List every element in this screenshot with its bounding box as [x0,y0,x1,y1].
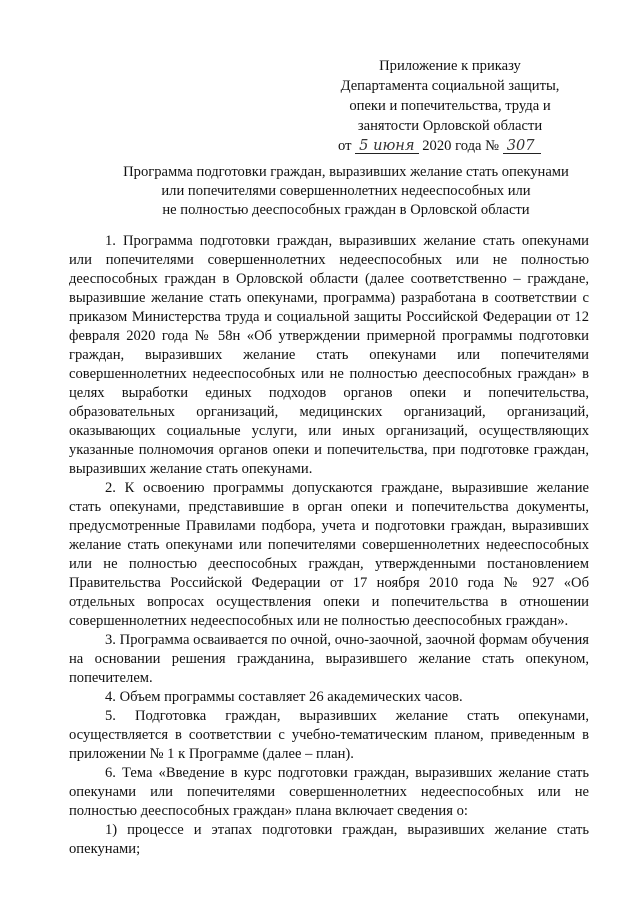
annex-line-3: опеки и попечительства, труда и [349,98,551,114]
title-line-2: или попечителями совершеннолетних недееспособных или [161,183,531,199]
paragraph-3: 3. Программа осваивается по очной, очно-заочной, заочной формам обучения на основании решения гражданина, выразившего желание стать опекуном, попечителем. [69,632,589,686]
document-body [69,232,589,859]
date-year: 2020 года № [422,138,500,154]
title-line-1: Программа подготовки граждан, выразивших желание стать опекунами [123,164,569,180]
paragraph-7: 1) процессе и этапах подготовки граждан, выразивших желание стать опекунами; [69,822,589,857]
paragraph-1: 1. Программа подготовки граждан, выразивших желание стать опекунами или попечителями совершеннолетних недееспособных или не полностью дееспособных граждан в Орловской области (далее соответственно – граждане, выразившие желание стать опекунами, программа) разработана в соответствии с приказом Министерства труда и социальной защиты Российской Федерации от 12 февраля 2020 года № 58н «Об утверждении примерной программы подготовки граждан, выразивших желание стать опекунами или попечителями совершеннолетних недееспособных или не полностью дееспособных граждан» в целях выработки единых подходов органов опеки и попечительства, образовательных организаций, медицинских организаций, организаций, оказывающих социальные услуги, или иных организаций, осуществляющих указанные полномочия органов опеки и попечительства, при подготовке граждан, выразивших желание стать опекунами. [69,233,589,477]
date-prefix: от [338,138,352,154]
handwritten-order-number: 307 [503,138,541,154]
paragraph-6: 6. Тема «Введение в курс подготовки граждан, выразивших желание стать опекунами или попечителями совершеннолетних недееспособных или не полностью дееспособных граждан» плана включает сведения о: [69,765,589,819]
annex-line-1: Приложение к приказу [379,58,521,74]
title-line-3: не полностью дееспособных граждан в Орловской области [162,202,530,218]
annex-header [330,56,570,156]
annex-line-4: занятости Орловской области [357,118,543,134]
document-title [96,163,596,220]
handwritten-date: 5 июня [355,138,418,154]
paragraph-4: 4. Объем программы составляет 26 академических часов. [105,689,463,705]
paragraph-5: 5. Подготовка граждан, выразивших желание стать опекунами, осуществляется в соответствии с учебно-тематическим планом, приведенным в приложении № 1 к Программе (далее – план). [69,708,589,762]
paragraph-2: 2. К освоению программы допускаются граждане, выразившие желание стать опекунами, представившие в орган опеки и попечительства документы, предусмотренные Правилами подбора, учета и подготовки граждан, выразивших желание стать опекунами или попечителями совершеннолетних недееспособных или не полностью дееспособных граждан, утвержденными постановлением Правительства Российской Федерации от 17 ноября 2010 года № 927 «Об отдельных вопросах осуществления опеки и попечительства в отношении совершеннолетних недееспособных или не полностью дееспособных граждан». [69,480,589,629]
annex-line-2: Департамента социальной защиты, [340,78,560,94]
order-date-line [338,136,570,156]
